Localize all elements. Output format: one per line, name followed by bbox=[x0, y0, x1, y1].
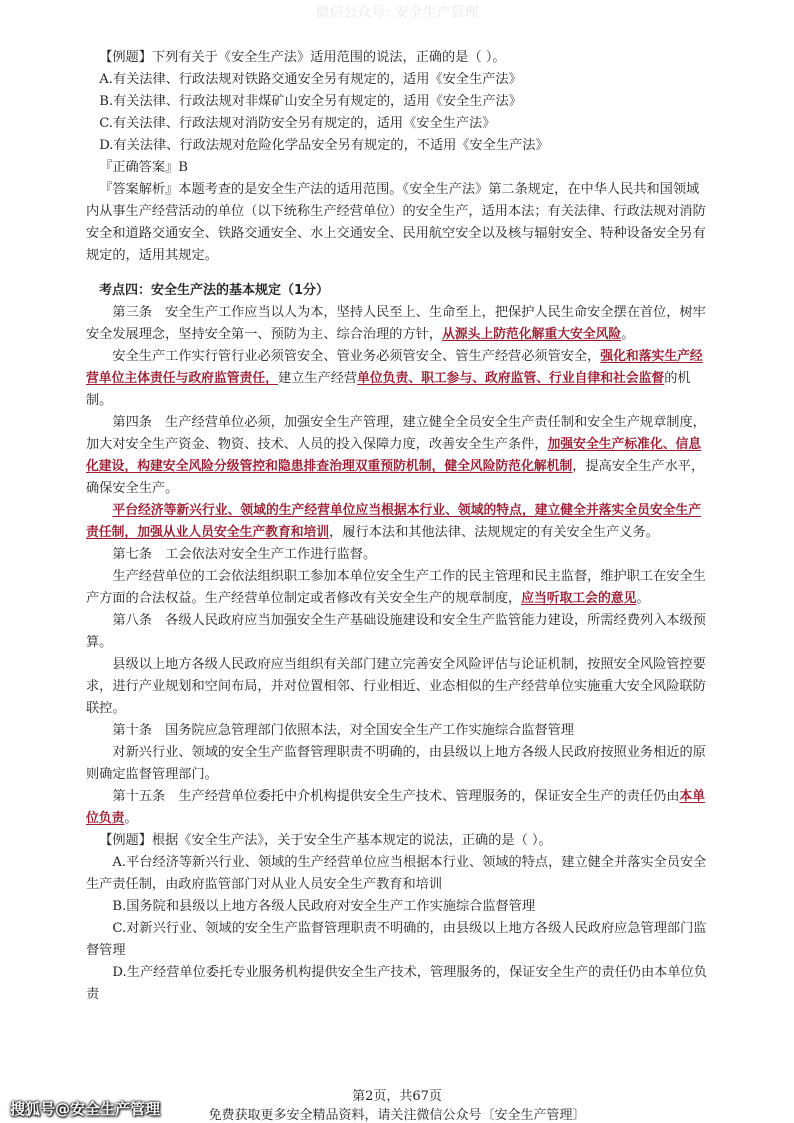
example1-question: 【例题】下列有关于《安全生产法》适用范围的说法，正确的是（ ）。 bbox=[99, 50, 506, 65]
article-7-para-2: 生产经营单位的工会依法组织职工参加本单位安全生产工作的民主管理和民主监督，维护职工在安全生产方面的合法权益。生产经营单位制定或者修改有关安全生产的规章制度，应当听取工会的意见。 bbox=[86, 569, 706, 606]
highlight: 单位负责、职工参与、政府监管、行业自律和社会监督 bbox=[357, 371, 665, 386]
example1-analysis: 『答案解析』本题考查的是安全生产法的适用范围。《安全生产法》第二条规定，在中华人民共和国领域内从事生产经营活动的单位（以下统称生产经营单位）的安全生产，适用本法；有关法律、行政法规对消防安全和道路交通安全、铁路交通安全、水上交通安全、民用航空安全以及核与辐射安全、特种设备安全另有规定的，适用其规定。 bbox=[86, 182, 706, 263]
article-4-para-1: 第四条 生产经营单位必须，加强安全生产管理，建立健全全员安全生产责任制和安全生产规章制度，加大对安全生产资金、物资、技术、人员的投入保障力度，改善安全生产条件，加强安全生产标准化、信息化建设，构建安全风险分级管控和隐患排查治理双重预防机制，健全风险防范化解机制，提高安全生产水平，确保安全生产。 bbox=[86, 415, 706, 496]
example2-option-b: B.国务院和县级以上地方各级人民政府对安全生产工作实施综合监督管理 bbox=[112, 899, 536, 914]
example2-question: 【例题】根据《安全生产法》，关于安全生产基本规定的说法，正确的是（ ）。 bbox=[99, 833, 552, 848]
example1-option-d: D.有关法律、行政法规对危险化学品安全另有规定的，不适用《安全生产法》 bbox=[99, 138, 549, 153]
example1-option-b: B.有关法律、行政法规对非煤矿山安全另有规定的，适用《安全生产法》 bbox=[99, 94, 522, 109]
watermark: 微信公众号: 安全生产管理 bbox=[315, 5, 479, 21]
article-8-para-1: 第八条 各级人民政府应当加强安全生产基础设施建设和安全生产监管能力建设，所需经费列入本级预算。 bbox=[86, 613, 706, 650]
example1-option-a: A.有关法律、行政法规对铁路交通安全另有规定的，适用《安全生产法》 bbox=[99, 72, 522, 87]
example2-option-a: A.平台经济等新兴行业、领域的生产经营单位应当根据本行业、领域的特点，建立健全并落实全员安全生产责任制，由政府监管部门对从业人员安全生产教育和培训 bbox=[86, 855, 707, 892]
highlight: 强化和落实生产经营单位主体责任与政府监管责任， bbox=[86, 349, 703, 386]
example1-option-c: C.有关法律、行政法规对消防安全另有规定的，适用《安全生产法》 bbox=[99, 116, 496, 131]
example1-answer: 『正确答案』B bbox=[99, 160, 189, 175]
article-15: 第十五条 生产经营单位委托中介机构提供安全生产技术、管理服务的，保证安全生产的责任仍由本单位负责。 bbox=[86, 789, 706, 826]
section-heading: 考点四：安全生产法的基本规定（1分） bbox=[99, 283, 330, 298]
article-7-para-1: 第七条 工会依法对安全生产工作进行监督。 bbox=[112, 547, 377, 562]
example2-option-c: C.对新兴行业、领域的安全生产监督管理职责不明确的，由县级以上地方各级人民政府应急管理部门监督管理 bbox=[86, 921, 707, 958]
highlight: 本单位负责 bbox=[86, 789, 706, 826]
highlight: 平台经济等新兴行业、领域的生产经营单位应当根据本行业、领域的特点，建立健全并落实全员安全生产责任制，加强从业人员安全生产教育和培训 bbox=[86, 503, 702, 540]
article-4-para-2: 平台经济等新兴行业、领域的生产经营单位应当根据本行业、领域的特点，建立健全并落实全员安全生产责任制，加强从业人员安全生产教育和培训，履行本法和其他法律、法规规定的有关安全生产义务。 bbox=[86, 503, 702, 540]
highlight: 从源头上防范化解重大安全风险 bbox=[442, 327, 622, 342]
highlight: 加强安全生产标准化、信息化建设，构建安全风险分级管控和隐患排查治理双重预防机制，健全风险防范化解机制 bbox=[86, 437, 702, 474]
article-10-para-2: 对新兴行业、领域的安全生产监督管理职责不明确的，由县级以上地方各级人民政府按照业务相近的原则确定监督管理部门。 bbox=[86, 745, 706, 782]
highlight: 应当听取工会的意见 bbox=[521, 591, 637, 606]
article-8-para-2: 县级以上地方各级人民政府应当组织有关部门建立完善安全风险评估与论证机制，按照安全风险管控要求，进行产业规划和空间布局，并对位置相邻、行业相近、业态相似的生产经营单位实施重大安全风险联防联控。 bbox=[86, 657, 706, 716]
article-10-para-1: 第十条 国务院应急管理部门依照本法，对全国安全生产工作实施综合监督管理 bbox=[112, 723, 574, 738]
footer-note: 免费获取更多安全精品资料，请关注微信公众号〔安全生产管理〕 bbox=[208, 1108, 586, 1123]
article-3-para-1: 第三条 安全生产工作应当以人为本，坚持人民至上、生命至上，把保护人民生命安全摆在首位，树牢安全发展理念，坚持安全第一、预防为主、综合治理的方针，从源头上防范化解重大安全风险。 bbox=[86, 305, 706, 342]
example2-option-d: D.生产经营单位委托专业服务机构提供安全生产技术，管理服务的，保证安全生产的责任仍由本单位负责 bbox=[86, 965, 707, 1002]
page-number: 第2页，共67页 bbox=[352, 1089, 442, 1104]
sohu-watermark: 搜狐号@安全生产管理 bbox=[10, 1100, 161, 1118]
document-body bbox=[86, 47, 712, 1006]
article-3-para-2: 安全生产工作实行管行业必须管安全、管业务必须管安全、管生产经营必须管安全，强化和落实生产经营单位主体责任与政府监管责任，建立生产经营单位负责、职工参与、政府监管、行业自律和社会监督的机制。 bbox=[86, 349, 703, 408]
